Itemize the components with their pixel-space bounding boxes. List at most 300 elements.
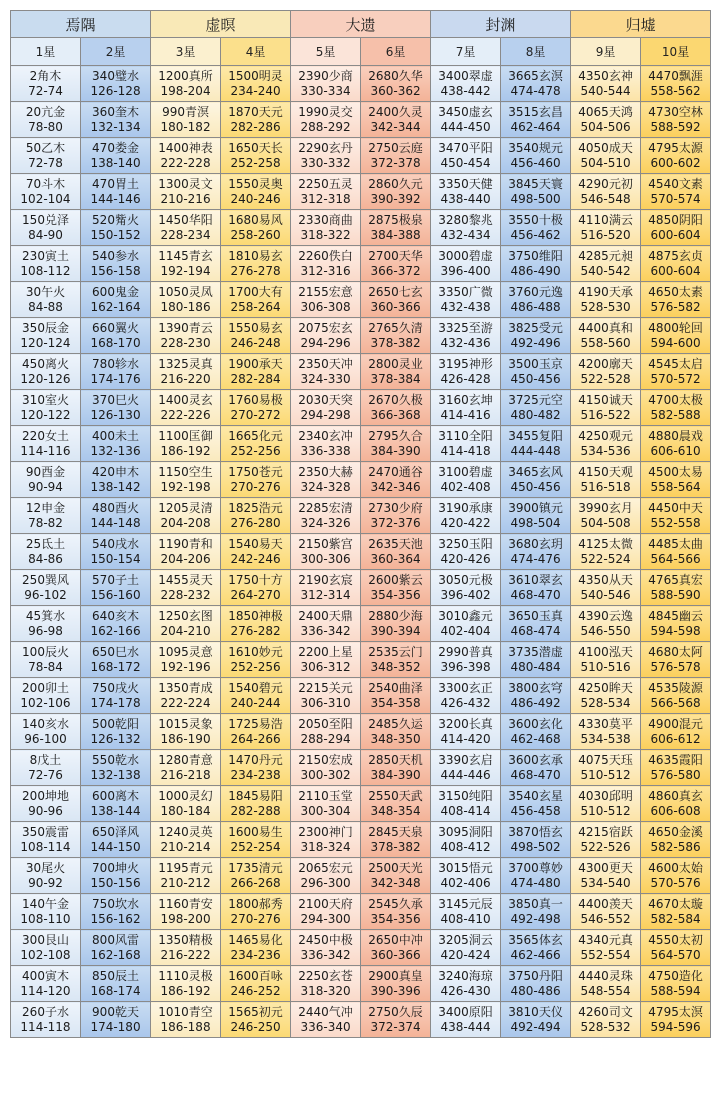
cell-range: 372-378 [370,155,421,170]
cell-range: 336-338 [300,443,351,458]
cell-range: 480-482 [510,407,561,422]
table-cell [431,930,501,966]
table-cell [81,750,151,786]
cell-name: 4795太源 [648,140,703,155]
cell-range: 84-88 [28,299,63,314]
cell-name: 2880少海 [368,608,423,623]
group-header: 焉隅 [11,11,151,38]
table-cell [151,714,221,750]
table-cell [501,174,571,210]
table-cell [291,462,361,498]
cell-name: 2390少商 [298,68,353,83]
cell-name: 1250玄图 [158,608,213,623]
cell-range: 534-540 [580,875,631,890]
table-cell [501,210,571,246]
cell-name: 140亥水 [22,716,69,731]
cell-range: 84-90 [28,227,63,242]
cell-range: 192-196 [160,659,211,674]
cell-name: 3810天仪 [508,1004,563,1019]
table-cell [81,102,151,138]
table-cell [431,858,501,894]
cell-range: 348-352 [370,659,421,674]
cell-name: 1565初元 [228,1004,283,1019]
cell-range: 600-602 [650,155,701,170]
cell-range: 492-498 [510,911,561,926]
cell-range: 432-436 [440,335,491,350]
cell-name: 4440灵珠 [578,968,633,983]
table-cell [151,894,221,930]
table-cell [221,282,291,318]
cell-range: 156-158 [90,263,141,278]
cell-range: 156-160 [90,587,141,602]
table-cell [361,1002,431,1038]
cell-name: 4110满云 [578,212,633,227]
cell-name: 4300更天 [578,860,633,875]
cell-range: 354-356 [370,911,421,926]
cell-name: 1350青成 [158,680,213,695]
table-cell [641,318,711,354]
cell-name: 30午火 [25,284,66,299]
cell-name: 20亢金 [25,104,66,119]
cell-name: 470胃土 [92,176,139,191]
cell-name: 400寅木 [22,968,69,983]
cell-range: 384-388 [370,227,421,242]
cell-name: 1610妙元 [228,644,283,659]
table-cell [151,282,221,318]
cell-name: 570子土 [92,572,139,587]
cell-name: 3095洞阳 [438,824,493,839]
cell-range: 276-282 [230,623,281,638]
cell-range: 504-510 [580,155,631,170]
table-cell [361,282,431,318]
cell-range: 78-82 [28,515,63,530]
cell-name: 1540碧元 [228,680,283,695]
table-cell [81,894,151,930]
table-cell [151,426,221,462]
table-cell [291,318,361,354]
cell-name: 3195神形 [438,356,493,371]
table-cell [151,354,221,390]
cell-range: 384-390 [370,443,421,458]
table-row [11,786,711,822]
table-cell [571,462,641,498]
table-cell [431,678,501,714]
cell-name: 4400羡天 [578,896,633,911]
cell-name: 1600百咏 [228,968,283,983]
cell-range: 342-344 [370,119,421,134]
cell-range: 360-366 [370,947,421,962]
cell-name: 4800轮回 [648,320,703,335]
cell-name: 4390云逸 [578,608,633,623]
table-cell [361,354,431,390]
table-cell [81,1002,151,1038]
cell-name: 4350玄神 [578,68,633,83]
table-row [11,426,711,462]
cell-range: 102-104 [20,191,71,206]
table-cell [221,246,291,282]
cell-name: 1465易化 [228,932,283,947]
cell-range: 366-368 [370,407,421,422]
cell-range: 504-506 [580,119,631,134]
cell-range: 138-144 [90,803,141,818]
table-cell [501,462,571,498]
cell-name: 2300神门 [298,824,353,839]
group-header: 虚暝 [151,11,291,38]
cell-name: 4550太初 [648,932,703,947]
table-cell [291,282,361,318]
cell-name: 230寅土 [22,248,69,263]
table-cell [431,966,501,1002]
cell-name: 4125太微 [578,536,633,551]
table-cell [361,390,431,426]
table-cell [151,822,221,858]
cell-name: 1665化元 [228,428,283,443]
cell-range: 192-198 [160,479,211,494]
cell-range: 120-126 [20,371,71,386]
cell-name: 3565体玄 [508,932,563,947]
cell-name: 2795久合 [368,428,423,443]
table-cell [431,102,501,138]
cell-range: 444-446 [440,767,491,782]
table-cell [151,102,221,138]
cell-name: 25氐土 [25,536,66,551]
cell-range: 234-238 [230,767,281,782]
cell-name: 3600玄化 [508,716,563,731]
table-cell [221,570,291,606]
cell-name: 2400久灵 [368,104,423,119]
table-cell [151,390,221,426]
table-cell [11,714,81,750]
cell-name: 2765久清 [368,320,423,335]
table-cell [571,246,641,282]
table-cell [81,678,151,714]
cell-range: 102-108 [20,947,71,962]
cell-range: 288-294 [300,731,351,746]
cell-name: 2400天鼎 [298,608,353,623]
table-cell [291,642,361,678]
cell-range: 174-176 [90,371,141,386]
cell-name: 4450中天 [648,500,703,515]
cell-range: 156-162 [90,911,141,926]
table-cell [361,966,431,1002]
cell-range: 132-134 [90,119,141,134]
cell-range: 566-568 [650,695,701,710]
cell-name: 90酉金 [25,464,66,479]
cell-range: 180-184 [160,803,211,818]
table-cell [501,498,571,534]
cell-range: 588-590 [650,587,701,602]
cell-range: 168-172 [90,659,141,674]
cell-name: 3990玄月 [578,500,633,515]
cell-range: 456-460 [510,155,561,170]
cell-range: 252-256 [230,443,281,458]
cell-range: 402-408 [440,479,491,494]
cell-name: 1900承天 [228,356,283,371]
table-cell [81,390,151,426]
cell-name: 4200廓天 [578,356,633,371]
cell-name: 2750久辰 [368,1004,423,1019]
table-cell [291,570,361,606]
table-cell [151,534,221,570]
cell-name: 450离火 [22,356,69,371]
table-cell [571,138,641,174]
cell-name: 2440气冲 [298,1004,353,1019]
cell-name: 4845幽云 [648,608,703,623]
cell-range: 366-372 [370,263,421,278]
table-cell [571,282,641,318]
cell-range: 270-276 [230,911,281,926]
cell-range: 210-214 [160,839,211,854]
cell-name: 100辰火 [22,644,69,659]
cell-range: 450-454 [440,155,491,170]
table-cell [641,822,711,858]
cell-range: 330-332 [300,155,351,170]
table-cell [11,534,81,570]
cell-range: 174-180 [90,1019,141,1034]
cell-range: 504-508 [580,515,631,530]
table-cell [291,606,361,642]
cell-range: 108-114 [20,839,71,854]
cell-range: 540-546 [580,587,631,602]
cell-range: 540-542 [580,263,631,278]
cell-range: 96-102 [24,587,67,602]
cell-name: 310室火 [22,392,69,407]
group-header-row [11,11,711,38]
table-cell [571,426,641,462]
cell-range: 288-292 [300,119,351,134]
cell-name: 1540易天 [228,536,283,551]
cell-name: 3680玄玥 [508,536,563,551]
cell-range: 228-232 [160,587,211,602]
cell-range: 222-226 [160,407,211,422]
table-cell [501,786,571,822]
cell-name: 2990普真 [438,644,493,659]
cell-name: 3350广微 [438,284,493,299]
cell-range: 252-258 [230,155,281,170]
cell-range: 102-106 [20,695,71,710]
cell-name: 3205洞云 [438,932,493,947]
table-cell [11,426,81,462]
cell-name: 1280青意 [158,752,213,767]
cell-name: 1700大有 [228,284,283,299]
cell-range: 360-366 [370,299,421,314]
cell-range: 576-580 [650,767,701,782]
table-cell [361,246,431,282]
table-cell [361,714,431,750]
cell-name: 4875玄贞 [648,248,703,263]
table-cell [81,930,151,966]
cell-range: 162-166 [90,623,141,638]
cell-range: 72-76 [28,767,63,782]
cell-name: 4700太极 [648,392,703,407]
table-cell [361,678,431,714]
cell-range: 186-192 [160,983,211,998]
cell-name: 650巳水 [92,644,139,659]
cell-range: 390-392 [370,191,421,206]
cell-range: 456-462 [510,227,561,242]
cell-range: 126-130 [90,407,141,422]
cell-name: 1450华阳 [158,212,213,227]
table-cell [501,678,571,714]
cell-range: 204-206 [160,551,211,566]
table-cell [11,642,81,678]
cell-name: 370巳火 [92,392,139,407]
cell-name: 4285元昶 [578,248,633,263]
cell-range: 126-128 [90,83,141,98]
cell-name: 200卯土 [22,680,69,695]
table-cell [151,138,221,174]
table-cell [221,930,291,966]
table-cell [361,66,431,102]
cell-name: 2215关元 [298,680,353,695]
cell-range: 150-156 [90,875,141,890]
table-cell [641,210,711,246]
cell-range: 242-246 [230,551,281,566]
cell-range: 336-340 [300,1019,351,1034]
cell-range: 522-526 [580,839,631,854]
cell-name: 3725元空 [508,392,563,407]
cell-range: 582-588 [650,407,701,422]
table-row [11,1002,711,1038]
star-level-table-wrapper [10,10,710,1038]
cell-name: 4650太素 [648,284,703,299]
table-cell [431,1002,501,1038]
cell-range: 276-280 [230,515,281,530]
cell-name: 1735清元 [228,860,283,875]
cell-name: 4650金溪 [648,824,703,839]
table-cell [221,354,291,390]
cell-name: 660翼火 [92,320,139,335]
cell-range: 396-400 [440,263,491,278]
cell-range: 252-256 [230,659,281,674]
table-cell [641,102,711,138]
table-row [11,102,711,138]
cell-name: 2860久元 [368,176,423,191]
cell-name: 4750造化 [648,968,703,983]
table-cell [571,750,641,786]
table-cell [151,1002,221,1038]
cell-range: 588-592 [650,119,701,134]
table-cell [501,102,571,138]
cell-range: 534-538 [580,731,631,746]
table-cell [11,390,81,426]
cell-name: 750坎水 [92,896,139,911]
table-cell [361,498,431,534]
cell-name: 2330商曲 [298,212,353,227]
table-cell [221,1002,291,1038]
cell-name: 340璧水 [92,68,139,83]
cell-range: 294-298 [300,407,351,422]
table-cell [11,102,81,138]
cell-range: 204-210 [160,623,211,638]
cell-range: 456-458 [510,803,561,818]
cell-name: 4795太溟 [648,1004,703,1019]
cell-name: 4545太启 [648,356,703,371]
cell-range: 546-548 [580,191,631,206]
cell-range: 420-426 [440,551,491,566]
cell-name: 2670久极 [368,392,423,407]
cell-name: 1150空生 [158,464,213,479]
cell-name: 480酉火 [92,500,139,515]
table-cell [641,174,711,210]
cell-name: 3760元逸 [508,284,563,299]
cell-name: 3850真一 [508,896,563,911]
table-cell [291,174,361,210]
cell-range: 336-342 [300,623,351,638]
cell-range: 402-406 [440,875,491,890]
cell-name: 4260司文 [578,1004,633,1019]
star-header: 8星 [501,38,571,66]
table-cell [361,822,431,858]
cell-range: 576-582 [650,299,701,314]
table-cell [81,174,151,210]
cell-name: 4150诚天 [578,392,633,407]
table-cell [11,138,81,174]
cell-range: 132-136 [90,443,141,458]
cell-name: 1110灵极 [158,968,213,983]
cell-name: 300艮山 [22,932,69,947]
cell-range: 444-450 [440,119,491,134]
cell-range: 564-566 [650,551,701,566]
table-cell [81,426,151,462]
cell-name: 3515玄昌 [508,104,563,119]
cell-name: 2290玄丹 [298,140,353,155]
table-cell [361,426,431,462]
cell-name: 3325至游 [438,320,493,335]
star-header: 6星 [361,38,431,66]
cell-range: 324-328 [300,479,351,494]
cell-name: 2350大赫 [298,464,353,479]
cell-name: 2800灵业 [368,356,423,371]
table-cell [501,354,571,390]
table-cell [501,318,571,354]
table-cell [151,606,221,642]
star-header: 2星 [81,38,151,66]
cell-range: 282-288 [230,803,281,818]
cell-name: 2650中冲 [368,932,423,947]
table-cell [571,174,641,210]
table-cell [571,786,641,822]
cell-name: 4215宿跃 [578,824,633,839]
table-cell [11,786,81,822]
table-cell [81,606,151,642]
cell-name: 2075宏玄 [298,320,353,335]
cell-name: 1650天长 [228,140,283,155]
cell-name: 700坤火 [92,860,139,875]
cell-range: 510-512 [580,767,631,782]
table-cell [361,642,431,678]
cell-range: 228-234 [160,227,211,242]
cell-range: 432-434 [440,227,491,242]
cell-name: 4500太易 [648,464,703,479]
table-cell [151,678,221,714]
cell-range: 540-544 [580,83,631,98]
table-cell [641,570,711,606]
cell-range: 282-286 [230,119,281,134]
cell-range: 306-308 [300,299,351,314]
cell-range: 282-284 [230,371,281,386]
cell-range: 480-484 [510,659,561,674]
table-cell [221,822,291,858]
cell-range: 234-236 [230,947,281,962]
cell-name: 4050成天 [578,140,633,155]
table-cell [11,930,81,966]
table-cell [571,966,641,1002]
table-cell [641,966,711,1002]
table-cell [501,138,571,174]
cell-name: 4190天承 [578,284,633,299]
table-cell [641,246,711,282]
